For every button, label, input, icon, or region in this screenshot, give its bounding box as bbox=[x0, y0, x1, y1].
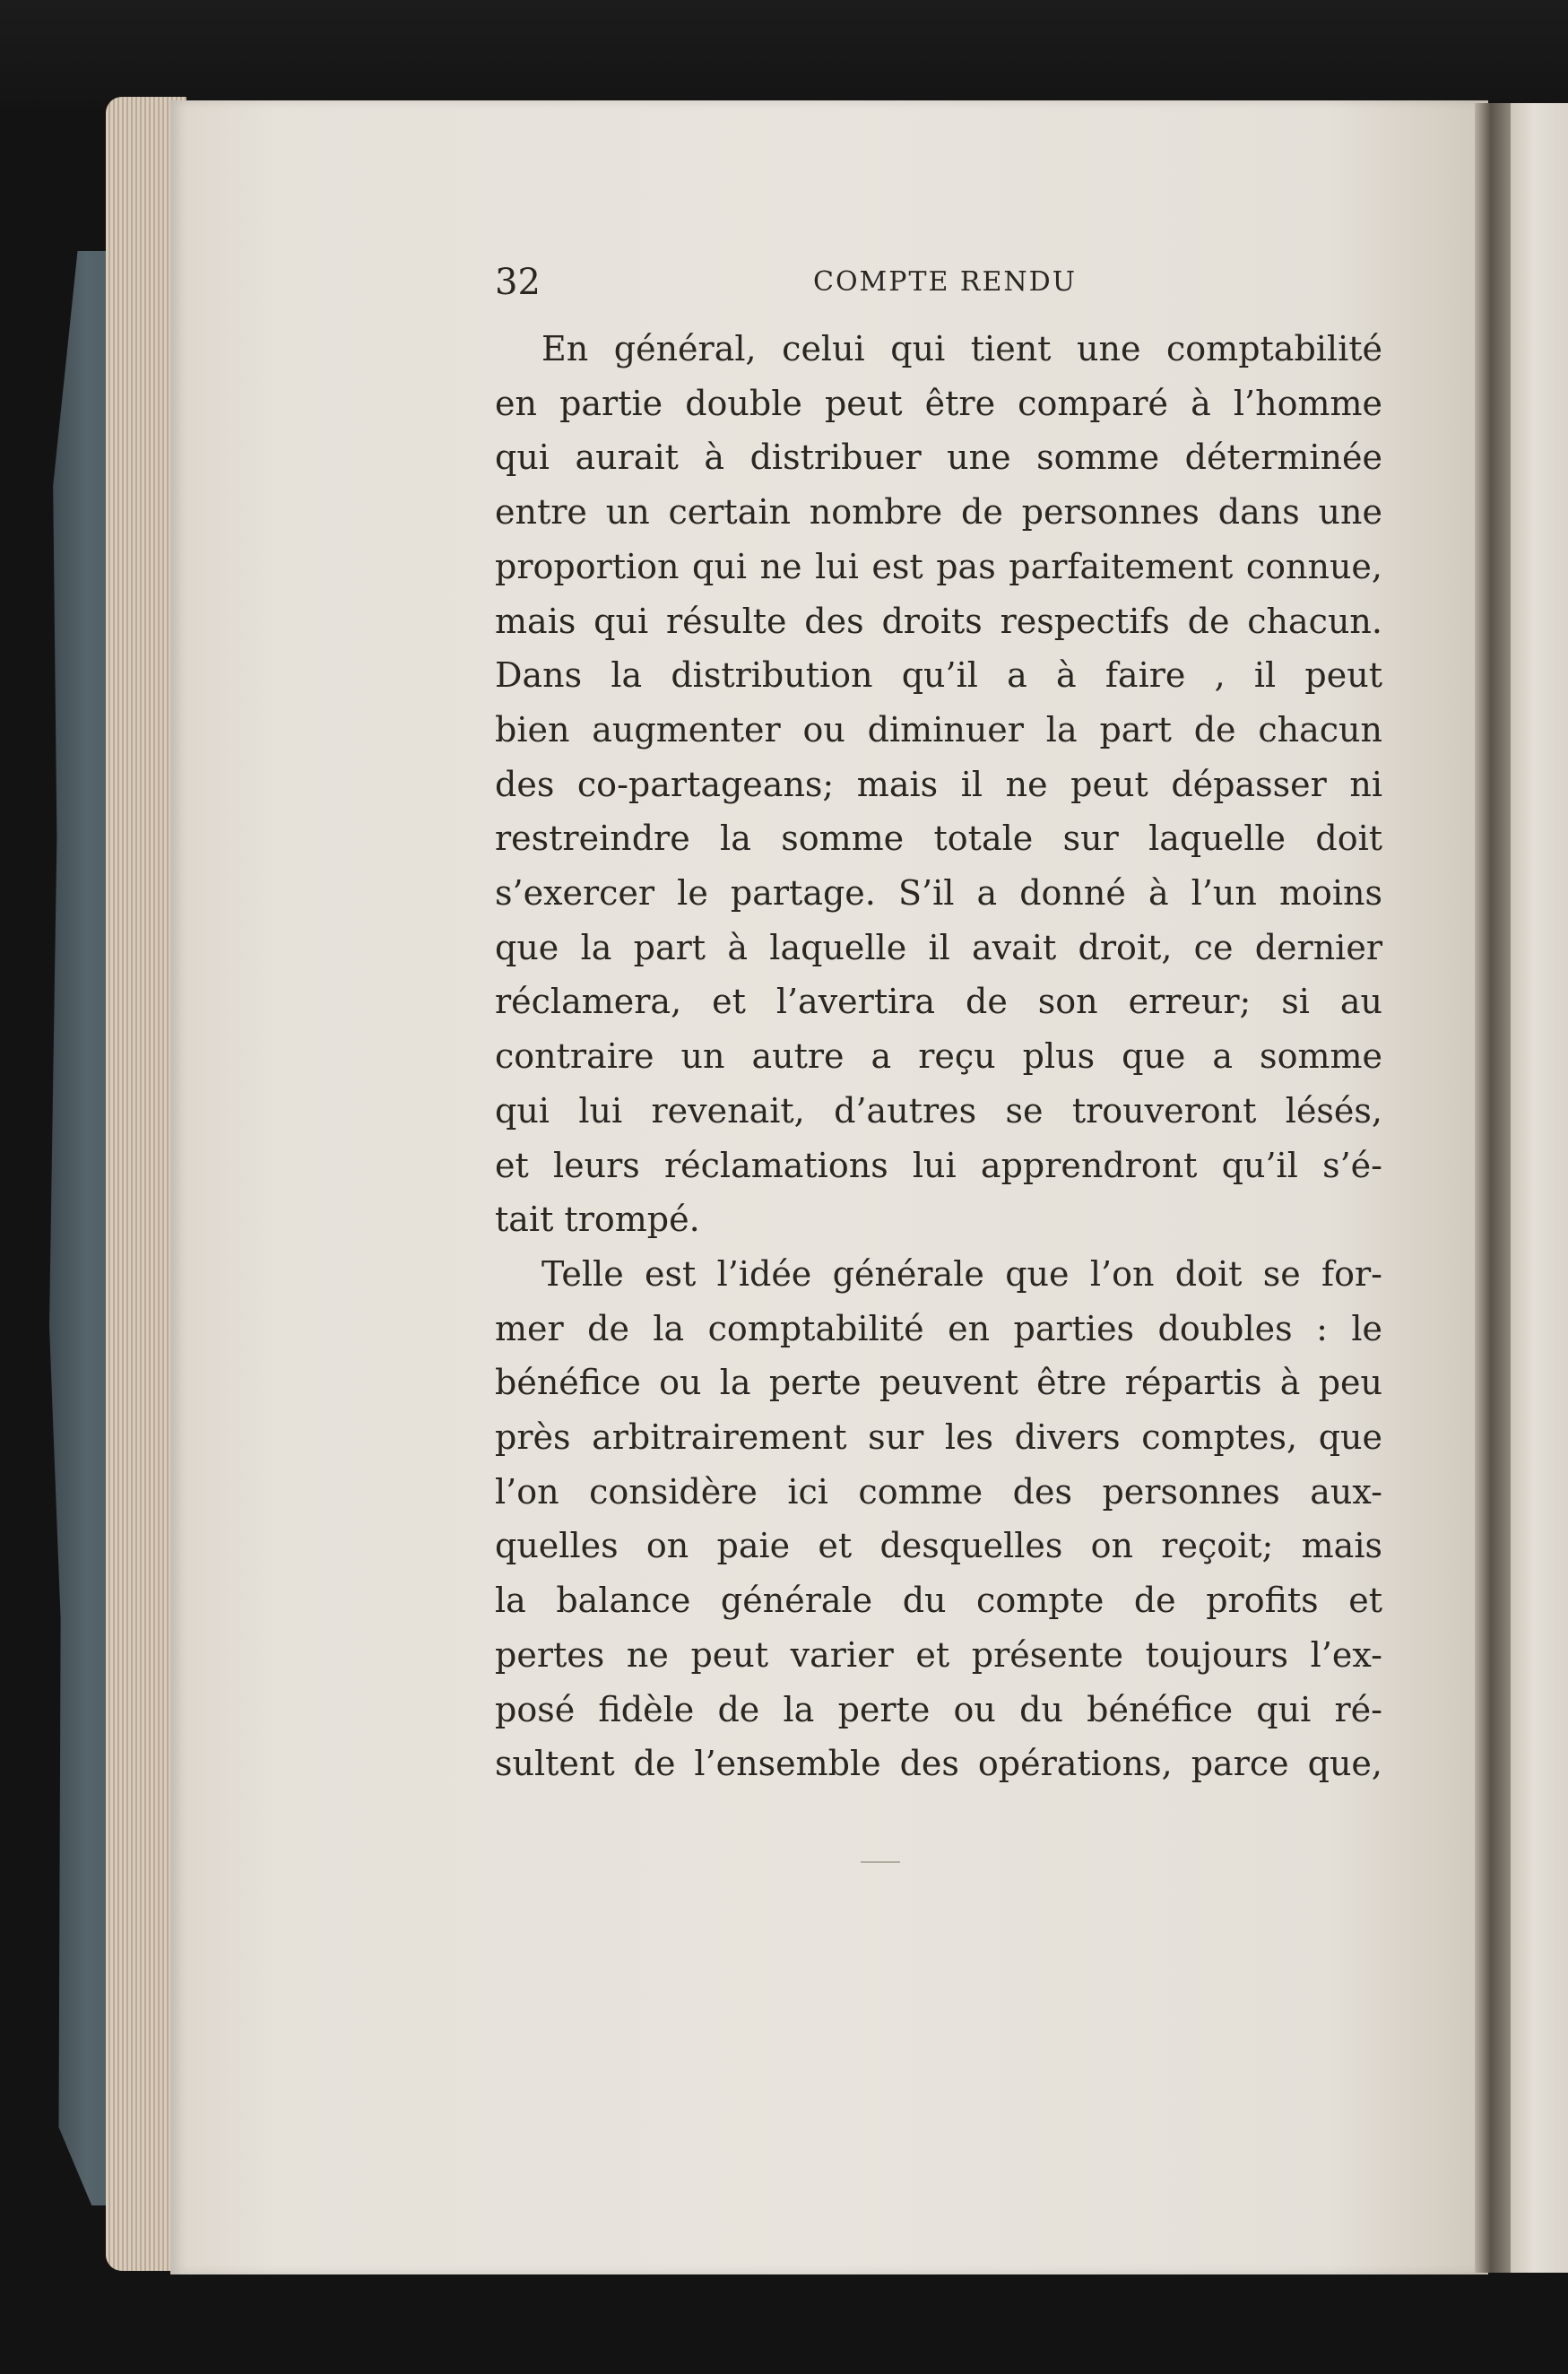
text-line: restreindre la somme totale sur laquelle doit bbox=[495, 819, 1382, 859]
text-line: qui aurait à distribuer une somme déterminée bbox=[495, 438, 1382, 478]
text-line: mer de la comptabilité en parties doubles : le bbox=[495, 1308, 1382, 1348]
text-line: des co-partageans; mais il ne peut dépasser ni bbox=[495, 764, 1382, 804]
text-line: réclamera, et l’avertira de son erreur; si au bbox=[495, 982, 1382, 1022]
text-block bbox=[495, 256, 1382, 1791]
text-line: entre un certain nombre de personnes dans une bbox=[495, 492, 1382, 533]
text-line: proportion qui ne lui est pas parfaitement connue, bbox=[495, 546, 1382, 586]
text-line: en partie double peut être comparé à l’homme bbox=[495, 383, 1382, 423]
text-line: tait trompé. bbox=[495, 1200, 700, 1240]
text-line: bénéfice ou la perte peuvent être répartis à peu bbox=[495, 1363, 1382, 1403]
text-line: près arbitrairement sur les divers comptes, que bbox=[495, 1417, 1382, 1458]
text-line: qui lui revenait, d’autres se trouveront lésés, bbox=[495, 1090, 1382, 1131]
text-line: quelles on paie et desquelles on reçoit; mais bbox=[495, 1526, 1382, 1566]
text-line: pertes ne peut varier et présente toujours l’ex- bbox=[495, 1634, 1382, 1675]
text-line: Dans la distribution qu’il a à faire , il peut bbox=[495, 655, 1382, 696]
text-line: mais qui résulte des droits respectifs de chacun. bbox=[495, 601, 1382, 641]
text-line: En général, celui qui tient une comptabilité bbox=[541, 329, 1382, 368]
text-line: la balance générale du compte de profits et bbox=[495, 1581, 1382, 1621]
book-gutter bbox=[1475, 103, 1511, 2273]
text-line: bien augmenter ou diminuer la part de chacun bbox=[495, 709, 1382, 749]
facing-page bbox=[1511, 103, 1568, 2273]
text-line: Telle est l’idée générale que l’on doit se for- bbox=[541, 1253, 1382, 1294]
text-line: posé fidèle de la perte ou du bénéfice qui ré- bbox=[495, 1689, 1382, 1729]
running-title: COMPTE RENDU bbox=[813, 266, 1077, 298]
text-line: sultent de l’ensemble des opérations, parce que, bbox=[495, 1744, 1382, 1784]
divider bbox=[861, 1861, 900, 1863]
text-line: l’on considère ici comme des personnes aux- bbox=[495, 1471, 1382, 1512]
text-line: et leurs réclamations lui apprendront qu’il s’é- bbox=[495, 1145, 1382, 1185]
text-line: s’exercer le partage. S’il a donné à l’un moins bbox=[495, 873, 1382, 914]
text-line: que la part à laquelle il avait droit, ce dernier bbox=[495, 927, 1382, 967]
running-head bbox=[495, 256, 1382, 309]
background bbox=[0, 0, 1568, 108]
text-line: contraire un autre a reçu plus que a somme bbox=[495, 1036, 1382, 1077]
page-number: 32 bbox=[495, 262, 541, 303]
